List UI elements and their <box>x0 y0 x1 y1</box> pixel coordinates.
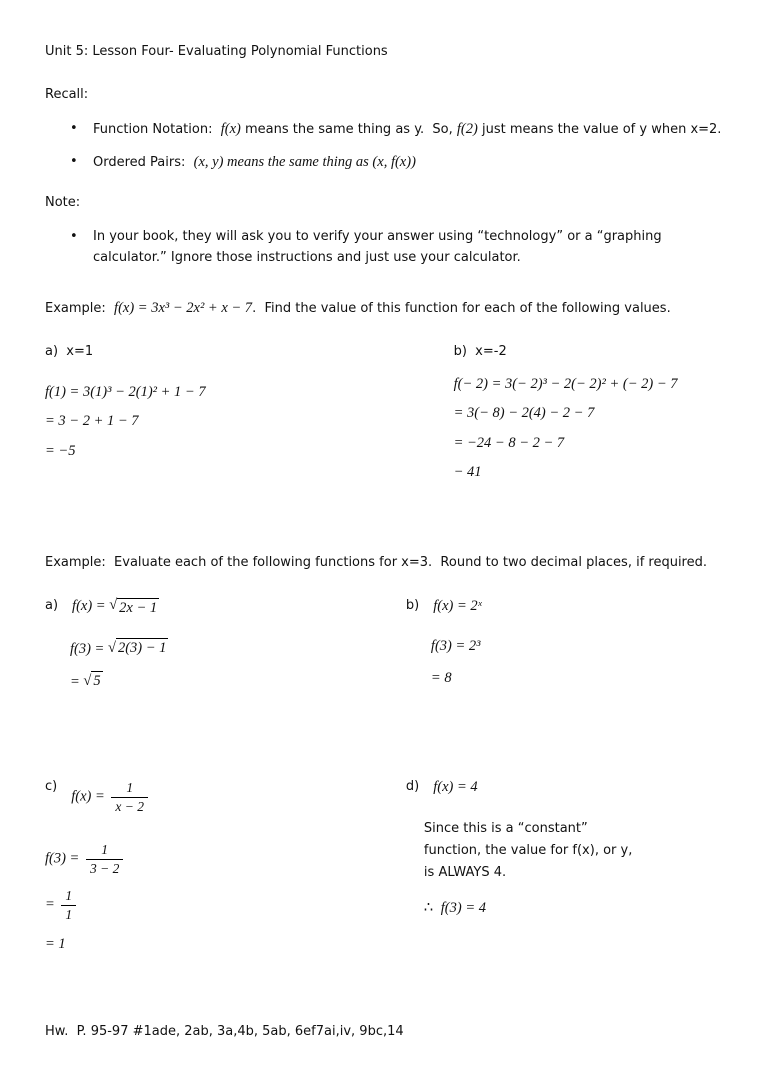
sqrt-expression <box>109 598 159 619</box>
example2-part-d <box>406 779 726 966</box>
fraction <box>86 841 123 877</box>
part-d-label: d) <box>405 779 420 795</box>
math-line: = 1 <box>45 936 66 953</box>
bullet-ordered-pairs <box>68 151 726 175</box>
part-a-label: a) <box>45 597 59 613</box>
fraction <box>111 779 148 815</box>
part-c-label: c) <box>45 779 58 795</box>
denominator: x − 2 <box>115 798 144 814</box>
math-line <box>70 671 406 693</box>
math-line <box>45 841 406 877</box>
bullet-text: just means the value of y when x=2. <box>477 122 722 137</box>
sqrt-expression <box>83 671 102 693</box>
spacer <box>45 491 726 553</box>
example-text: . Find the value of this function for each of the following values. <box>252 300 671 316</box>
math-expression: f(3) = 4 <box>440 900 487 917</box>
math-prefix: f(3) = <box>70 641 108 658</box>
math-line <box>45 887 406 923</box>
bullet-text: In your book, they will ask you to verify your answer using “technology” or a “graphing calculator.” Ignore those instructions and just use your calculator. <box>93 228 666 266</box>
part-d-definition <box>406 779 726 796</box>
math-line <box>70 638 406 660</box>
math-inline: f(2) <box>456 121 478 137</box>
bullet-function-notation <box>68 118 726 142</box>
part-c-definition <box>45 779 406 815</box>
numerator: 1 <box>111 779 148 798</box>
math-line: = 3 − 2 + 1 − 7 <box>45 413 139 430</box>
math-prefix: f(x) = <box>72 597 110 614</box>
recall-list <box>68 118 726 175</box>
radicand: 2x − 1 <box>117 598 159 619</box>
note-list <box>68 226 726 269</box>
math-line: = 3(− 8) − 2(4) − 2 − 7 <box>453 405 595 422</box>
example2-row-ab <box>45 598 726 704</box>
note-heading: Note: <box>45 194 81 210</box>
math-line: = −5 <box>45 442 76 459</box>
math-line: = 8 <box>430 670 452 687</box>
part-c-work <box>45 841 406 956</box>
math-line: f(3) = 2³ <box>430 637 481 654</box>
example2-part-c <box>45 779 406 966</box>
part-b-definition <box>406 598 726 615</box>
denominator: 1 <box>65 906 73 922</box>
bullet-icon: • <box>70 121 78 136</box>
math-inline: f(x) <box>220 121 241 137</box>
math-inline: (x, y) means the same thing as (x, f(x)) <box>193 153 416 170</box>
example-text: Example: Evaluate each of the following functions for x=3. Round to two decimal places, if required. <box>45 554 708 570</box>
math-prefix: f(3) = <box>45 850 83 867</box>
example1-part-b <box>454 344 726 491</box>
denominator: 3 − 2 <box>89 860 120 876</box>
homework-line: Hw. P. 95-97 #1ade, 2ab, 3a,4b, 5ab, 6ef7ai,iv, 9bc,14 <box>45 1023 404 1039</box>
math-expression <box>71 779 151 815</box>
part-d-note: Since this is a “constant” function, the value for f(x), or y, is ALWAYS 4. <box>423 821 637 881</box>
example2-part-b <box>406 598 726 704</box>
math-line: = −24 − 8 − 2 − 7 <box>453 434 565 451</box>
math-expression <box>72 598 159 619</box>
bullet-text: means the same thing as y. So, <box>240 122 457 137</box>
part-a-definition <box>45 598 406 619</box>
math-expression: f(x) = 4 <box>433 779 478 796</box>
part-b-label: b) <box>405 597 420 613</box>
part-b-label: b) x=-2 <box>453 343 507 359</box>
recall-heading: Recall: <box>45 87 89 102</box>
radicand: 2(3) − 1 <box>116 638 168 659</box>
radical-icon: √ <box>109 596 118 613</box>
part-a-work <box>70 638 406 693</box>
radical-icon: √ <box>107 640 116 657</box>
therefore-icon: ∴ <box>423 900 437 917</box>
math-line: − 41 <box>453 464 482 481</box>
radicand: 5 <box>91 671 102 692</box>
part-a-label: a) x=1 <box>45 343 94 359</box>
bullet-text: Function Notation: <box>93 122 221 137</box>
example2-intro <box>45 553 726 574</box>
fraction <box>61 887 76 923</box>
example1-intro <box>45 297 726 320</box>
math-inline: f(x) = 3x³ − 2x² + x − 7 <box>114 299 253 316</box>
math-prefix: = <box>70 673 84 690</box>
spacer <box>45 703 726 755</box>
math-line: f(− 2) = 3(− 2)³ − 2(− 2)² + (− 2) − 7 <box>453 375 678 392</box>
math-expression: f(x) = 2ˣ <box>433 597 482 614</box>
example2-part-a <box>45 598 406 704</box>
example1-work <box>45 344 726 491</box>
numerator: 1 <box>86 841 123 860</box>
radical-icon: √ <box>83 672 92 689</box>
sqrt-expression <box>108 638 168 660</box>
math-prefix: f(x) = <box>71 788 109 805</box>
bullet-icon: • <box>70 153 78 169</box>
bullet-note <box>68 226 726 269</box>
math-prefix: = <box>45 896 59 913</box>
page-title: Unit 5: Lesson Four- Evaluating Polynomial Functions <box>45 44 388 59</box>
example-label: Example: <box>45 300 115 316</box>
example2-row-cd <box>45 779 726 966</box>
bullet-text: Ordered Pairs: <box>93 154 194 170</box>
bullet-icon: • <box>70 228 78 244</box>
part-d-conclusion <box>424 900 726 917</box>
example1-part-a <box>45 344 454 491</box>
math-line: f(1) = 3(1)³ − 2(1)² + 1 − 7 <box>45 383 206 400</box>
numerator: 1 <box>61 887 76 906</box>
part-b-work <box>431 635 726 690</box>
